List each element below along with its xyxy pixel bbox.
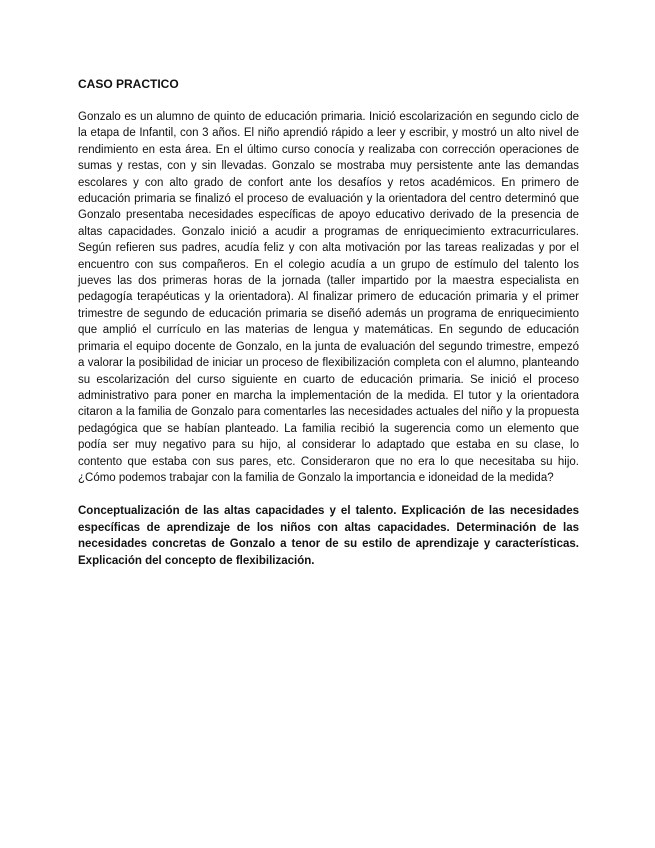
document-content <box>78 76 579 569</box>
assignment-question: Conceptualización de las altas capacidades y el talento. Explicación de las necesidades específicas de aprendizaje de los niños con altas capacidades. Determinación de las necesidades concretas de Gonzalo a tenor de su estilo de aprendizaje y características. Explicación del concepto de flexibilización. <box>78 505 579 567</box>
document-title: CASO PRACTICO <box>78 77 179 91</box>
case-description: Gonzalo es un alumno de quinto de educación primaria. Inició escolarización en segundo ciclo de la etapa de Infantil, con 3 años. El niño aprendió rápido a leer y escribir, y mostró un alto nivel de rendimiento en esta área. En el último curso conocía y realizaba con corrección operaciones de sumas y restas, con y sin llevadas. Gonzalo se mostraba muy persistente ante las demandas escolares y con alto grado de confort ante los desafíos y retos académicos. En primero de educación primaria se finalizó el proceso de evaluación y la orientadora del centro determinó que Gonzalo presentaba necesidades específicas de apoyo educativo derivado de la presencia de altas capacidades. Gonzalo inició a acudir a programas de enriquecimiento extracurriculares. Según refieren sus padres, acudía feliz y con alta motivación por las tareas realizadas y por el encuentro con sus compañeros. En el colegio acudía a un grupo de estímulo del talento los jueves las dos primeras horas de la jornada (taller impartido por la maestra especialista en pedagogía terapéuticas y la orientadora). Al finalizar primero de educación primaria y el primer trimestre de segundo de educación primaria se diseñó además un programa de enriquecimiento que amplió el currículo en las materias de lengua y matemáticas. En segundo de educación primaria el equipo docente de Gonzalo, en la junta de evaluación del segundo trimestre, empezó a valorar la posibilidad de iniciar un proceso de flexibilización completa con el alumno, planteando su escolarización del curso siguiente en cuarto de educación primaria. Se inició el proceso administrativo para poner en marcha la implementación de la medida. El tutor y la orientadora citaron a la familia de Gonzalo para comentarles las necesidades actuales del niño y la propuesta pedagógica que se habían planteado. La familia recibió la sugerencia como un elemento que podía ser muy negativo para su hijo, al considerar lo adaptado que estaba en su clase, lo contento que estaba con sus pares, etc. Consideraron que no era lo que necesitaba su hijo. ¿Cómo podemos trabajar con la familia de Gonzalo la importancia e idoneidad de la medida? <box>78 111 579 484</box>
